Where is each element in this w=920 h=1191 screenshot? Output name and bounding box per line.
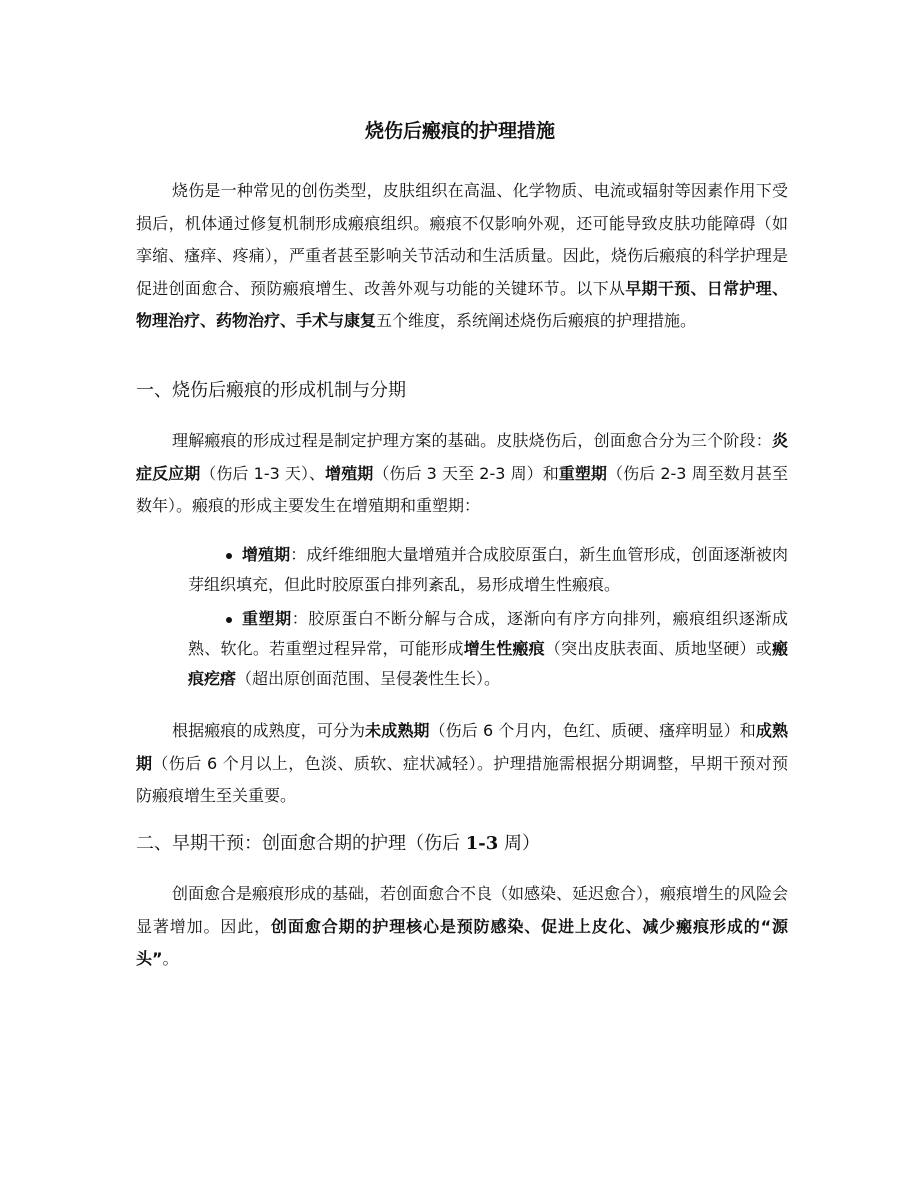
s1p2-text-3: （伤后 6 个月以上，色淡、质软、症状减轻）。护理措施需根据分期调整，早期干预对预防瘢痕增生至关重要。 bbox=[136, 753, 788, 805]
document-title: 烧伤后瘢痕的护理措施 bbox=[364, 120, 555, 142]
section2-paragraph-1 bbox=[136, 878, 788, 976]
section1-heading: 一、烧伤后瘢痕的形成机制与分期 bbox=[136, 380, 406, 401]
s2p1-bold-core: 创面愈合期的护理核心是预防感染、促进上皮化、减少瘢痕形成的“源头” bbox=[136, 916, 788, 968]
s1p2-text-2: （伤后 6 个月内，色红、质硬、瘙痒明显）和 bbox=[429, 721, 756, 740]
section1-paragraph-2 bbox=[136, 715, 788, 813]
phase-bullet-list bbox=[188, 540, 788, 698]
list-item bbox=[188, 540, 788, 600]
s2-heading-weeks: 1-3 bbox=[465, 833, 499, 854]
s1p1-bold-remodeling: 重塑期 bbox=[558, 463, 607, 483]
s2p1-text-1: 创面愈合是瘢痕形成的基础，若创面愈合不良（如感染、延迟愈合），瘢痕增生的风险会显著增加。因此， bbox=[136, 884, 789, 936]
list-item bbox=[188, 604, 788, 694]
section1-paragraph-1 bbox=[136, 425, 788, 523]
s2-heading-text-2: 周） bbox=[498, 833, 540, 854]
intro-paragraph bbox=[136, 175, 788, 338]
bullet-icon bbox=[226, 553, 232, 559]
s1p2-text-1: 根据瘢痕的成熟度，可分为 bbox=[172, 721, 366, 740]
bullet-bold-hypertrophic-scar: 增生性瘢痕 bbox=[463, 639, 545, 658]
bullet-label-proliferation: 增殖期 bbox=[242, 545, 291, 564]
bullet-label-remodeling: 重塑期 bbox=[242, 609, 292, 628]
bullet-text: ：胶原蛋白不断分解与合成，逐渐向有序方向排列，瘢痕组织逐渐成熟、软化。若重塑过程异常，可能形成 bbox=[188, 609, 788, 658]
bullet-bold-keloid: 瘢痕疙瘩 bbox=[188, 639, 788, 688]
s1p1-text-2: （伤后 1-3 天）、 bbox=[200, 463, 326, 483]
bullet-text: ：成纤维细胞大量增殖并合成胶原蛋白，新生血管形成，创面逐渐被肉芽组织填充，但此时胶原蛋白排列紊乱，易形成增生性瘢痕。 bbox=[188, 545, 788, 594]
s1p1-text-1: 理解瘢痕的形成过程是制定护理方案的基础。皮肤烧伤后，创面愈合分为三个阶段： bbox=[172, 431, 772, 450]
s1p1-text-4: （伤后 2-3 周至数月甚至数年）。瘢痕的形成主要发生在增殖期和重塑期： bbox=[136, 463, 788, 515]
intro-text-1: 烧伤是一种常见的创伤类型，皮肤组织在高温、化学物质、电流或辐射等因素作用下受损后，机体通过修复机制形成瘢痕组织。瘢痕不仅影响外观，还可能导致皮肤功能障碍（如挛缩、瘙痒、疼痛），严重者甚至影响关节活动和生活质量。因此，烧伤后瘢痕的科学护理是促进创面愈合、预防瘢痕增生、改善外观与功能的关键环节。以下从 bbox=[136, 181, 788, 298]
bullet-icon bbox=[226, 617, 232, 623]
s1p1-bold-inflammation: 炎症反应期 bbox=[136, 431, 788, 483]
s2p1-text-2: 。 bbox=[162, 949, 179, 968]
s1p1-text-3: （伤后 3 天至 2-3 周）和 bbox=[373, 463, 559, 483]
intro-text-2: 五个维度，系统阐述烧伤后瘢痕的护理措施。 bbox=[376, 311, 697, 330]
bullet-text: （突出皮肤表面、质地坚硬）或 bbox=[544, 639, 772, 658]
section2-heading bbox=[136, 830, 796, 858]
s1p1-bold-proliferation: 增殖期 bbox=[325, 463, 374, 483]
s1p2-bold-mature: 成熟期 bbox=[136, 721, 788, 773]
intro-bold-dimensions: 早期干预、日常护理、物理治疗、药物治疗、手术与康复 bbox=[136, 278, 788, 330]
s1p2-bold-immature: 未成熟期 bbox=[365, 721, 430, 740]
bullet-text: （超出原创面范围、呈侵袭性生长）。 bbox=[236, 669, 501, 688]
s2-heading-text-1: 二、早期干预：创面愈合期的护理（伤后 bbox=[136, 833, 466, 854]
